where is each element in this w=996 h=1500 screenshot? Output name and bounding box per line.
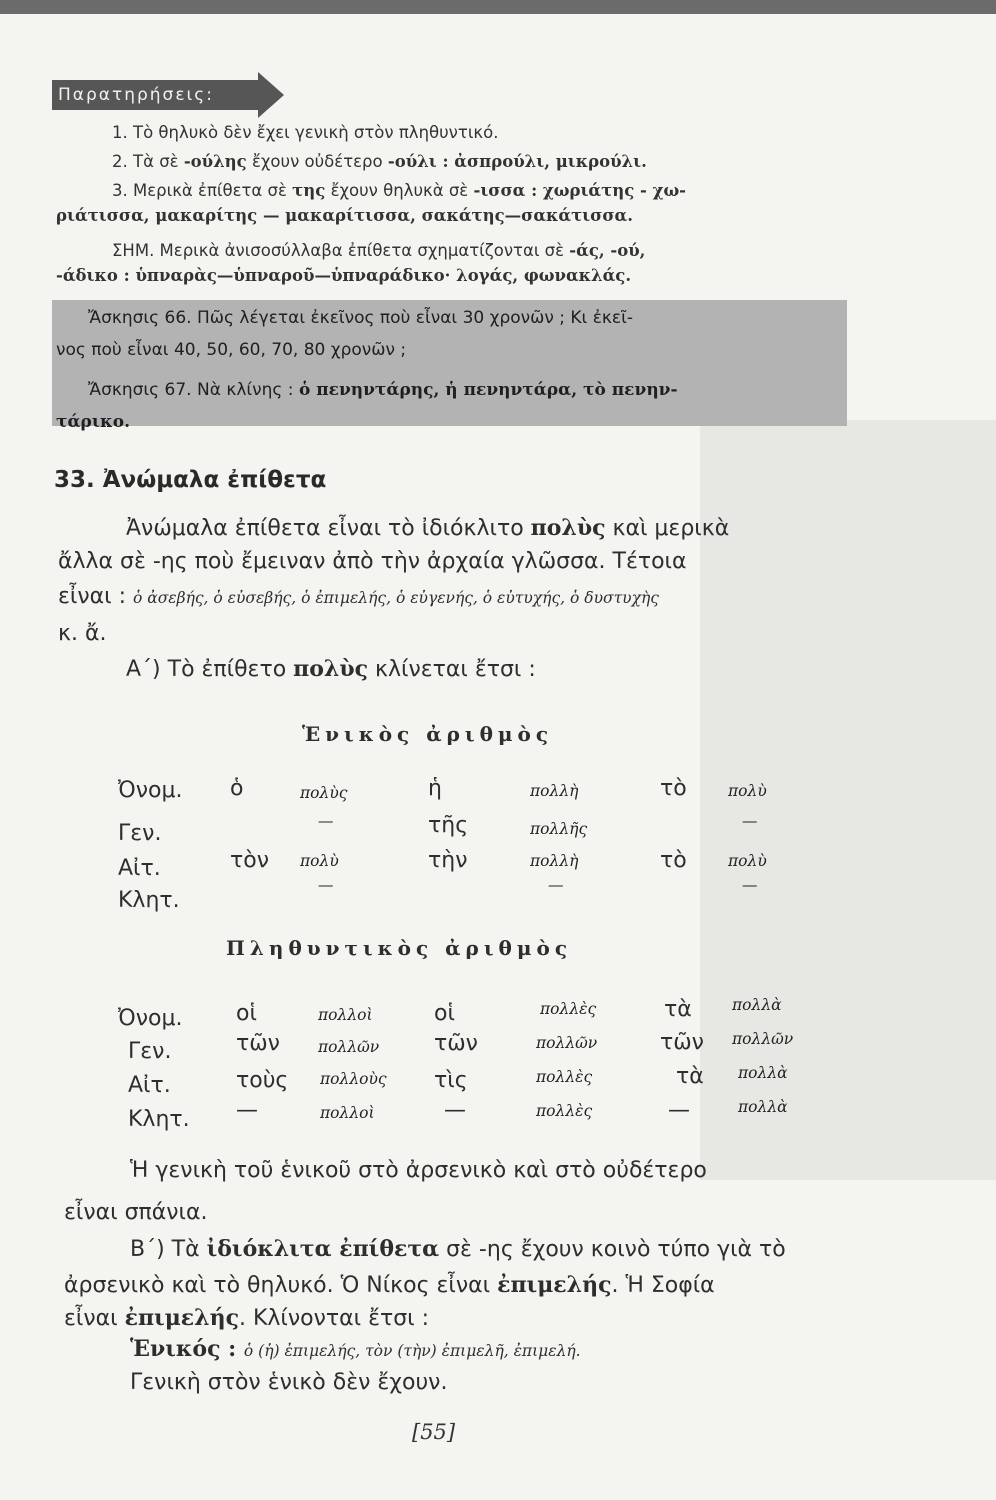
page-top-edge	[0, 0, 996, 14]
singular-form: —	[548, 876, 564, 894]
singular-article: τὸν	[230, 848, 269, 873]
plural-article: τὰ	[664, 997, 692, 1022]
paragraph-b-line-3: εἶναι ἐπιμελής. Κλίνονται ἔτσι :	[64, 1305, 430, 1331]
paragraph-b-line-4: Ἑνικός : ὁ (ἡ) ἐπιμελής, τὸν (τὴν) ἐπιμελῆ, ἐπιμελή.	[130, 1336, 581, 1362]
paragraph-1-line-4: κ. ἄ.	[58, 621, 107, 646]
plural-form: πολλὰ	[738, 1064, 788, 1082]
note-item-2: 2. Τὰ σὲ -ούλης ἔχουν οὐδέτερο -ούλι : ἀσπρούλι, μικρούλι.	[112, 152, 647, 171]
singular-form: πολὺ	[728, 782, 767, 800]
plural-article: τοὺς	[236, 1068, 289, 1093]
plural-article: —	[236, 1098, 258, 1123]
singular-article: ὁ	[230, 776, 244, 801]
paragraph-b-line-2: ἀρσενικὸ καὶ τὸ θηλυκό. Ὁ Νίκος εἶναι ἐπιμελής. Ἡ Σοφία	[64, 1272, 715, 1298]
plural-form: πολλῶν	[536, 1034, 598, 1052]
plural-form: πολλὰ	[738, 1098, 788, 1116]
singular-case-label: Αἰτ.	[118, 856, 161, 881]
singular-form: πολλὴ	[530, 852, 579, 870]
note-genitive-line-2: εἶναι σπάνια.	[64, 1200, 208, 1225]
plural-form: πολλὰ	[732, 996, 782, 1014]
plural-case-label: Αἰτ.	[128, 1073, 171, 1098]
singular-form: πολλῆς	[530, 820, 588, 838]
note-item-3: 3. Μερικὰ ἐπίθετα σὲ της ἔχουν θηλυκὰ σὲ -ισσα : χωριάτης - χω-	[112, 181, 687, 200]
notes-arrow-icon	[258, 72, 284, 118]
singular-form: —	[318, 812, 334, 830]
plural-article: τὶς	[434, 1068, 468, 1093]
singular-article: τῆς	[428, 813, 469, 838]
singular-case-label: Ὀνομ.	[118, 778, 183, 803]
singular-form: —	[742, 812, 758, 830]
plural-form: πολλὲς	[540, 1000, 597, 1018]
plural-case-label: Γεν.	[128, 1039, 172, 1064]
plural-form: πολλῶν	[318, 1038, 380, 1056]
note-sim-line-1: ΣΗΜ. Μερικὰ ἀνισοσύλλαβα ἐπίθετα σχηματίζονται σὲ -άς, -ού,	[112, 241, 646, 260]
singular-form: πολλὴ	[530, 782, 579, 800]
singular-article: ἡ	[428, 776, 442, 801]
singular-form: πολὺ	[300, 852, 339, 870]
page-number: [55]	[412, 1420, 456, 1444]
singular-form: πολὺς	[300, 784, 348, 802]
plural-form: πολλὲς	[536, 1068, 593, 1086]
note-genitive-line-1: Ἡ γενικὴ τοῦ ἑνικοῦ στὸ ἀρσενικὸ καὶ στὸ οὐδέτερο	[130, 1158, 707, 1183]
singular-case-label: Κλητ.	[118, 888, 180, 913]
plural-article: —	[444, 1098, 466, 1123]
plural-case-label: Ὀνομ.	[118, 1006, 183, 1031]
paragraph-1-line-2: ἄλλα σὲ -ης ποὺ ἔμειναν ἀπὸ τὴν ἀρχαία γλῶσσα. Τέτοια	[58, 549, 687, 574]
plural-form: πολλοὶ	[320, 1104, 375, 1122]
plural-article: τὰ	[676, 1064, 704, 1089]
plural-form: πολλῶν	[732, 1030, 794, 1048]
notes-label: Παρατηρήσεις:	[52, 80, 260, 110]
plural-header: Πληθυντικὸς ἀριθμὸς	[226, 936, 573, 960]
paragraph-a: Α΄) Τὸ ἐπίθετο πολὺς κλίνεται ἔτσι :	[126, 656, 536, 682]
singular-form: —	[742, 876, 758, 894]
plural-article: τῶν	[236, 1031, 280, 1056]
exercise-66-line-1: Ἄσκησις 66. Πῶς λέγεται ἐκεῖνος ποὺ εἶναι 30 χρονῶν ; Κι ἐκεῖ-	[88, 308, 633, 328]
exercise-67-line-1: Ἄσκησις 67. Νὰ κλίνης : ὁ πενηντάρης, ἡ πενηντάρα, τὸ πενην-	[88, 380, 678, 400]
plural-article: οἱ	[236, 1001, 257, 1026]
note-item-1: 1. Τὸ θηλυκὸ δὲν ἔχει γενικὴ στὸν πληθυντικό.	[112, 123, 499, 142]
paragraph-b-line-1: Β΄) Τὰ ἰδιόκλιτα ἐπίθετα σὲ -ης ἔχουν κοινὸ τύπο γιὰ τὸ	[130, 1236, 786, 1262]
singular-article: τὸ	[660, 848, 687, 873]
plural-form: πολλοὺς	[320, 1070, 387, 1088]
paragraph-1-line-1: Ἀνώμαλα ἐπίθετα εἶναι τὸ ἰδιόκλιτο πολὺς καὶ μερικὰ	[126, 515, 730, 541]
note-sim-line-2: -άδικο : ὑπναρὰς—ὑπναροῦ—ὑπναράδικο· λογάς, φωνακλάς.	[56, 266, 632, 285]
plural-form: πολλὲς	[536, 1102, 593, 1120]
singular-header: Ἑνικὸς ἀριθμὸς	[302, 722, 554, 746]
exercise-66-line-2: νος ποὺ εἶναι 40, 50, 60, 70, 80 χρονῶν ;	[56, 340, 407, 360]
exercise-67-line-2: τάρικο.	[56, 412, 131, 432]
paragraph-b-line-5: Γενικὴ στὸν ἑνικὸ δὲν ἔχουν.	[130, 1370, 448, 1395]
singular-form: —	[318, 876, 334, 894]
singular-form: πολὺ	[728, 852, 767, 870]
plural-article: οἱ	[434, 1001, 455, 1026]
plural-article: —	[668, 1098, 690, 1123]
section-title: 33. Ἀνώμαλα ἐπίθετα	[54, 467, 327, 493]
plural-case-label: Κλητ.	[128, 1107, 190, 1132]
paragraph-1-line-3: εἶναι : ὁ ἀσεβής, ὁ εὐσεβής, ὁ ἐπιμελής, ὁ εὐγενής, ὁ εὐτυχής, ὁ δυστυχὴς	[58, 584, 659, 609]
singular-article: τὴν	[428, 848, 468, 873]
plural-article: τῶν	[660, 1030, 704, 1055]
singular-article: τὸ	[660, 776, 687, 801]
plural-article: τῶν	[434, 1031, 478, 1056]
singular-case-label: Γεν.	[118, 821, 162, 846]
plural-form: πολλοὶ	[318, 1006, 373, 1024]
note-item-3-cont: ριάτισσα, μακαρίτης — μακαρίτισσα, σακάτης—σακάτισσα.	[56, 206, 633, 225]
